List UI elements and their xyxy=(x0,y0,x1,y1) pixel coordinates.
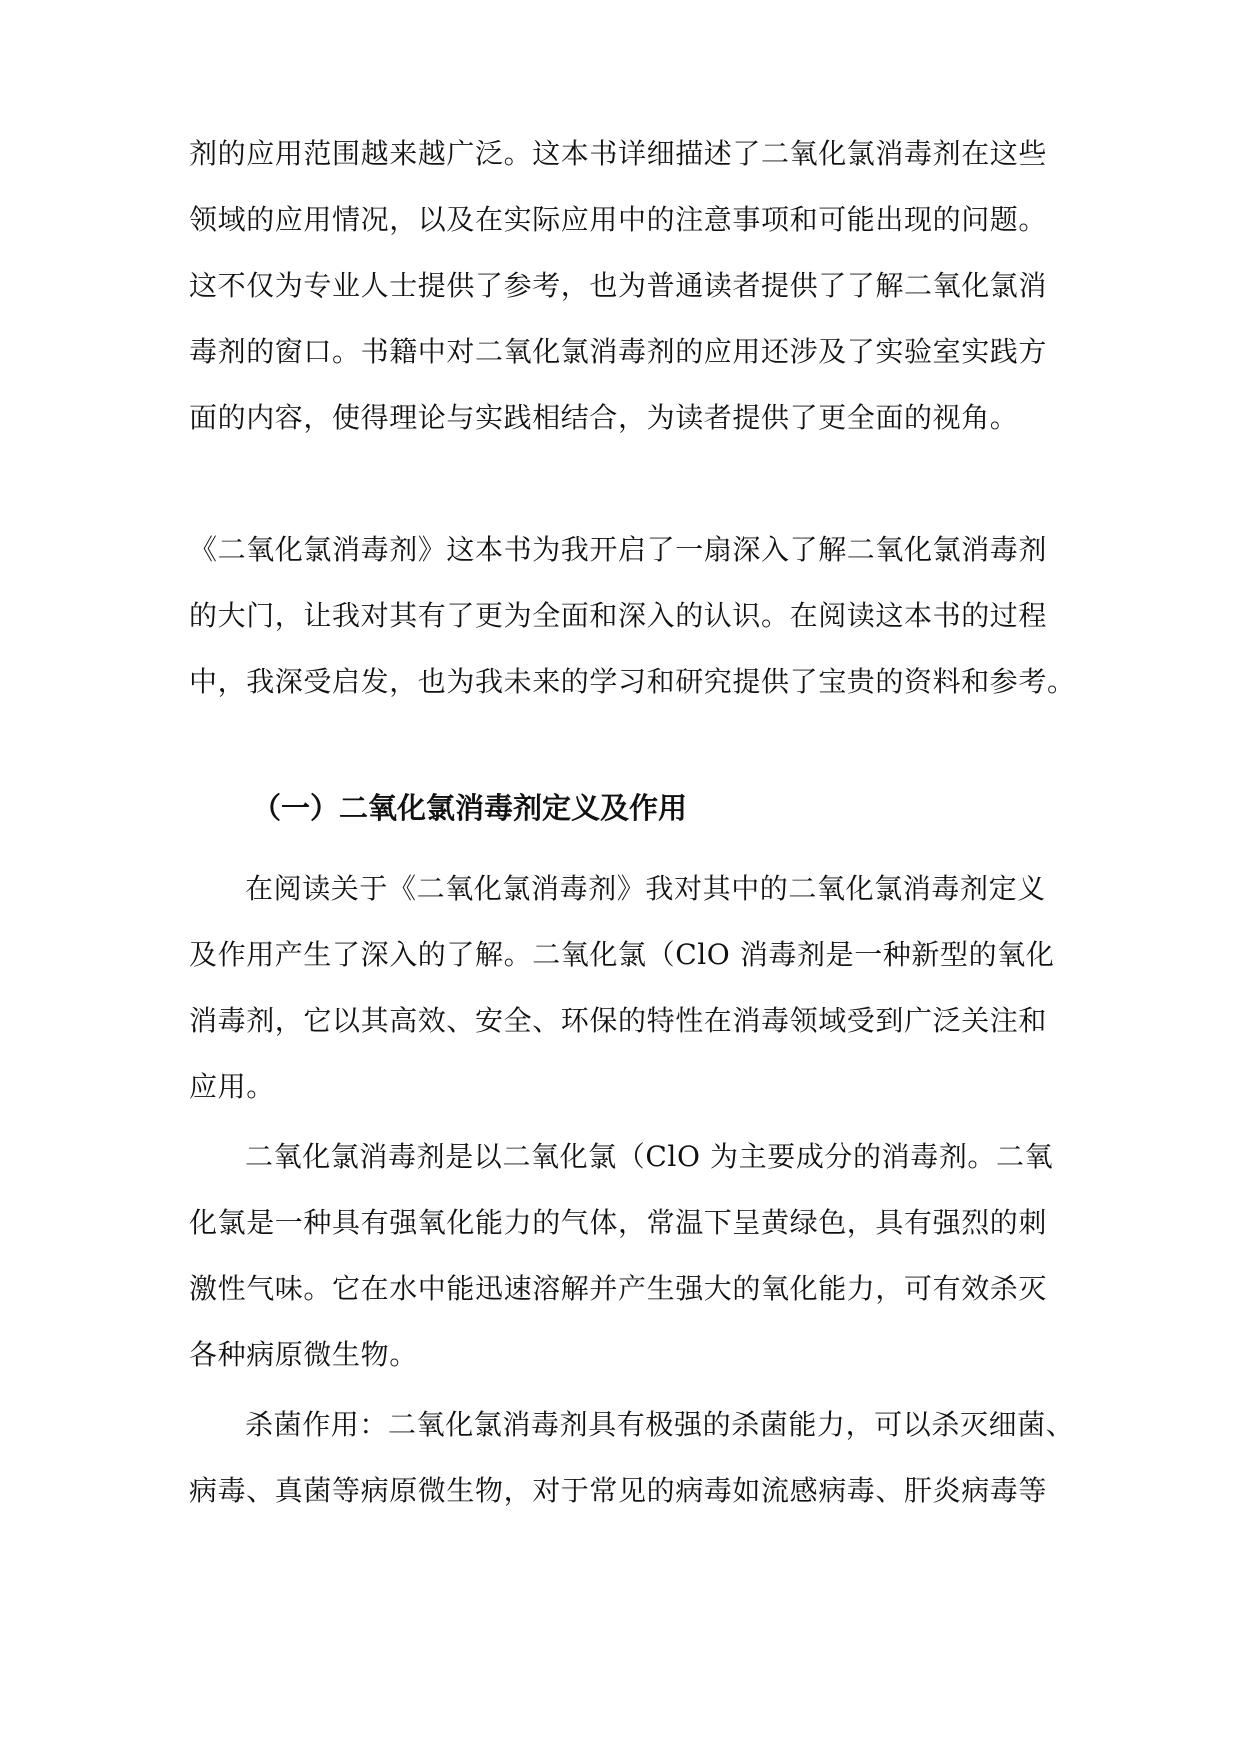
section-heading: （一）二氧化氯消毒剂定义及作用 xyxy=(252,791,688,825)
text-line: 二氧化氯消毒剂是以二氧化氯（ClO 为主要成分的消毒剂。二氧 xyxy=(245,1140,1054,1173)
text-line: 这不仅为专业人士提供了参考，也为普通读者提供了了解二氧化氯消 xyxy=(189,269,1048,302)
text-line: 中，我深受启发，也为我未来的学习和研究提供了宝贵的资料和参考。 xyxy=(189,665,1076,698)
text-line: 剂的应用范围越来越广泛。这本书详细描述了二氧化氯消毒剂在这些 xyxy=(189,137,1048,170)
text-line: 杀菌作用：二氧化氯消毒剂具有极强的杀菌能力，可以杀灭细菌、 xyxy=(245,1408,1075,1441)
text-line: 领域的应用情况，以及在实际应用中的注意事项和可能出现的问题。 xyxy=(189,203,1048,236)
text-line: 《二氧化氯消毒剂》这本书为我开启了一扇深入了解二氧化氯消毒剂 xyxy=(189,533,1048,566)
text-line: 各种病原微生物。 xyxy=(189,1338,418,1371)
text-line: 激性气味。它在水中能迅速溶解并产生强大的氧化能力，可有效杀灭 xyxy=(189,1272,1048,1305)
text-line: 在阅读关于《二氧化氯消毒剂》我对其中的二氧化氯消毒剂定义 xyxy=(245,872,1046,905)
text-line: 病毒、真菌等病原微生物，对于常见的病毒如流感病毒、肝炎病毒等 xyxy=(189,1474,1048,1507)
text-line: 毒剂的窗口。书籍中对二氧化氯消毒剂的应用还涉及了实验室实践方 xyxy=(189,335,1048,368)
text-line: 面的内容，使得理论与实践相结合，为读者提供了更全面的视角。 xyxy=(189,401,1019,434)
text-line: 消毒剂，它以其高效、安全、环保的特性在消毒领域受到广泛关注和 xyxy=(189,1004,1048,1037)
text-line: 及作用产生了深入的了解。二氧化氯（ClO 消毒剂是一种新型的氧化 xyxy=(189,938,1055,971)
text-line: 化氯是一种具有强氧化能力的气体，常温下呈黄绿色，具有强烈的刺 xyxy=(189,1206,1048,1239)
text-line: 的大门，让我对其有了更为全面和深入的认识。在阅读这本书的过程 xyxy=(189,599,1048,632)
text-line: 应用。 xyxy=(189,1070,275,1103)
